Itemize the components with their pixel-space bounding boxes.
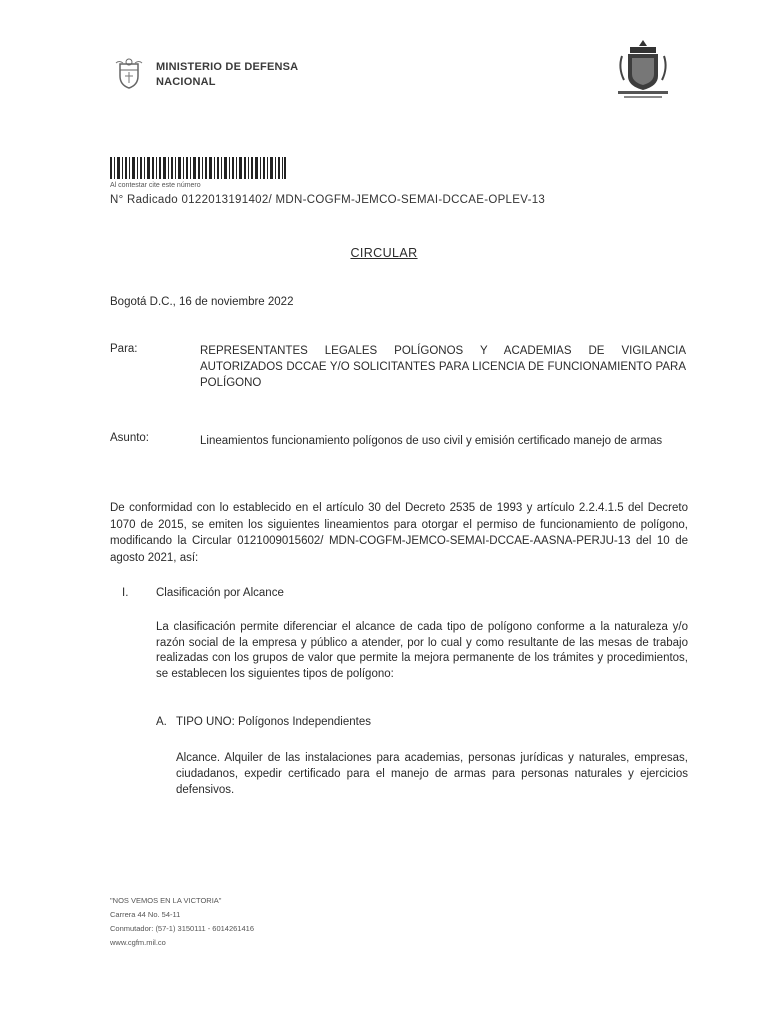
- section-title: Clasificación por Alcance: [156, 587, 284, 599]
- subject-text: Lineamientos funcionamiento polígonos de uso civil y emisión certificado manejo de armas: [200, 435, 663, 447]
- military-crest-icon: [614, 38, 672, 100]
- footer-motto: "NOS VEMOS EN LA VICTORIA": [110, 896, 222, 905]
- document-title: CIRCULAR: [350, 246, 418, 260]
- to-label: Para:: [110, 343, 138, 355]
- to-recipients: REPRESENTANTES LEGALES POLÍGONOS Y ACADEMIAS DE VIGILANCIA AUTORIZADOS DCCAE Y/O SOLICITANTES PARA LICENCIA DE FUNCIONAMIENTO PARA POLÍGONO: [200, 345, 686, 389]
- intro-paragraph: De conformidad con lo establecido en el artículo 30 del Decreto 2535 de 1993 y artículo 2.2.4.1.5 del Decreto 1070 de 2015, se emiten los siguientes lineamientos para otorgar el permiso de funcionamiento de polígono, modificando la Circular 0121009015602/ MDN-COGFM-JEMCO-SEMAI-DCCAE-AASNA-PERJU-13 del 10 de agosto 2021, así:: [110, 502, 688, 564]
- document-title-row: [0, 246, 768, 260]
- radicado-number: N° Radicado 0122013191402/ MDN-COGFM-JEMCO-SEMAI-DCCAE-OPLEV-13: [110, 194, 546, 206]
- footer: [110, 894, 254, 950]
- barcode-icon: [110, 157, 286, 179]
- section-number: I.: [122, 587, 129, 599]
- date-line: Bogotá D.C., 16 de noviembre 2022: [110, 296, 294, 308]
- subject-label: Asunto:: [110, 432, 149, 444]
- subsection-body: Alcance. Alquiler de las instalaciones para academias, personas jurídicas y naturales, empresas, ciudadanos, expedir certificado para el manejo de armas para personas naturales y ejercicios defensivos.: [176, 752, 688, 796]
- ministry-line-1: MINISTERIO DE DEFENSA: [156, 61, 299, 73]
- footer-address: Carrera 44 No. 54-11: [110, 910, 181, 919]
- reply-note: Al contestar cite este número: [110, 182, 201, 189]
- subsection-title: TIPO UNO: Polígonos Independientes: [176, 716, 371, 728]
- ministry-name: [156, 60, 298, 90]
- colombia-coat-of-arms-icon: [114, 58, 144, 90]
- footer-phone: Conmutador: (57-1) 3150111 - 6014261416: [110, 924, 254, 933]
- subsection-letter: A.: [156, 716, 167, 728]
- ministry-line-2: NACIONAL: [156, 76, 216, 88]
- section-body: La clasificación permite diferenciar el alcance de cada tipo de polígono conforme a la naturaleza y/o razón social de la empresa y público a atender, por lo cual y como resultante de las mesas de trabajo realizadas con los grupos de valor que permite la mejora permanente de los trámites y procedimientos, se establecen los siguientes tipos de polígono:: [156, 621, 688, 680]
- footer-website[interactable]: www.cgfm.mil.co: [110, 938, 166, 947]
